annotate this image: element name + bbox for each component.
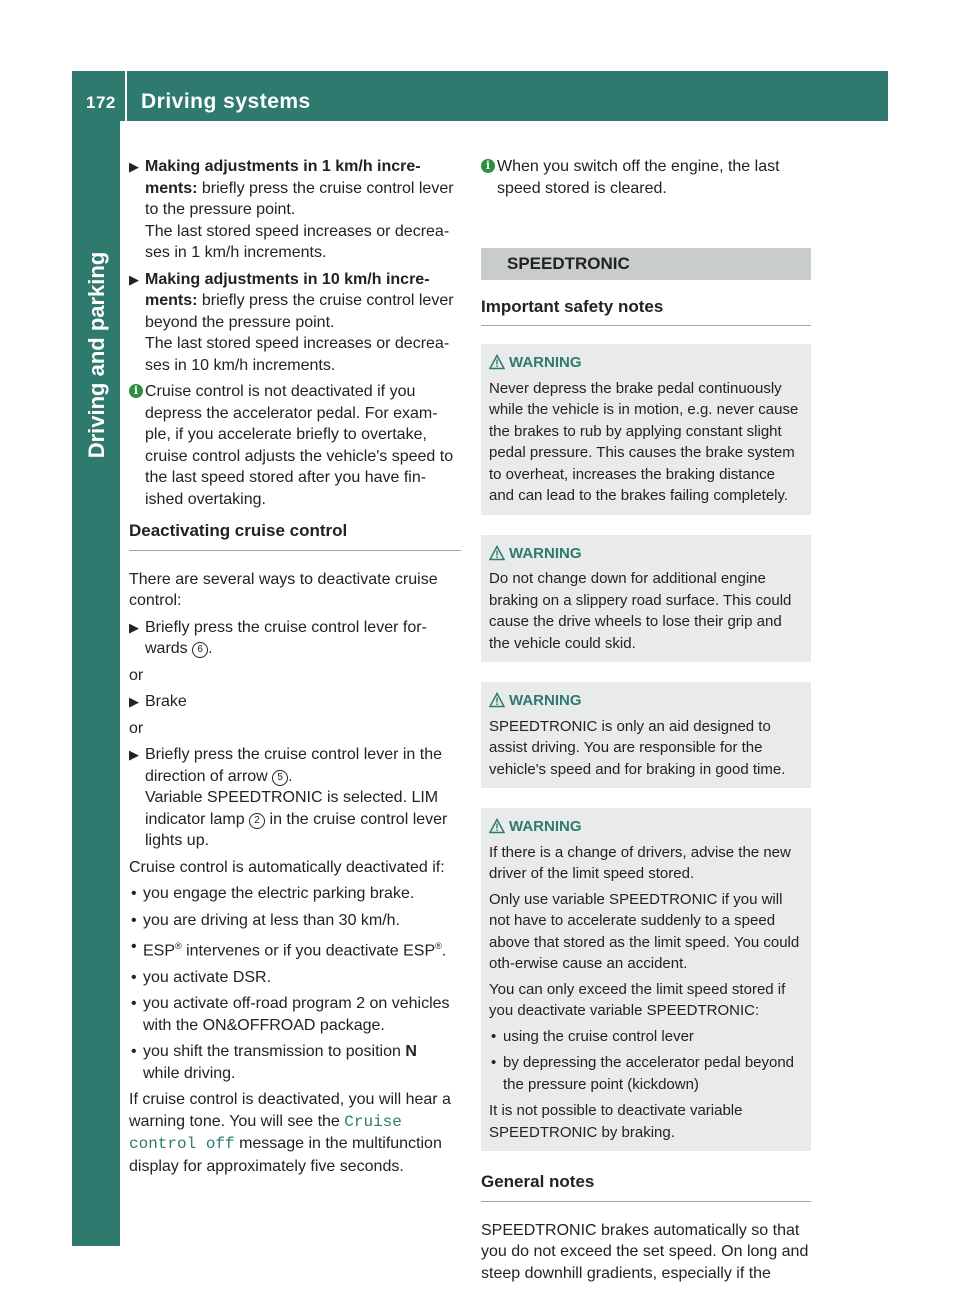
auto-intro: Cruise control is automatically deactivated if:: [129, 858, 445, 876]
list-item: • you activate DSR.: [131, 968, 272, 986]
warning-triangle-icon: [489, 692, 505, 708]
step-arrow-icon: ▶: [129, 271, 139, 287]
callout-number: 5: [272, 770, 288, 786]
deactivating-heading: Deactivating cruise control: [129, 520, 461, 551]
or-text: or: [129, 666, 144, 684]
list-item: • you are driving at less than 30 km/h.: [131, 911, 401, 929]
warning-box: WARNING Do not change down for additional engine braking on a slippery road surface. This could cause the drive wheels to lose their grip and the vehicle could skid.: [481, 535, 811, 663]
info-icon: i: [129, 384, 143, 398]
info-note: i When you switch off the engine, the last speed stored is cleared.: [481, 156, 811, 199]
callout-number: 6: [192, 642, 208, 658]
left-column: [129, 156, 461, 1182]
warning-triangle-icon: [489, 818, 505, 834]
list-item: • you activate off-road program 2 on vehicles with the ON&OFFROAD package.: [131, 995, 450, 1034]
warning-tone-text: If cruise control is deactivated, you will hear a warning tone. You will see the Cruise control off message in the multifunction display for approximately five seconds.: [129, 1091, 451, 1175]
section-title: Driving systems: [141, 90, 311, 113]
step-item: ▶ Briefly press the cruise control lever in the direction of arrow 5 . Variable SPEEDTRONIC is selected. LIM indicator lamp 2 in the cruise control lever lights up.: [129, 746, 448, 849]
list-item: • by depressing the accelerator pedal beyond the pressure point (kickdown): [491, 1054, 795, 1093]
side-tab-label: Driving and parking: [84, 251, 109, 459]
speedtronic-band: SPEEDTRONIC: [481, 248, 811, 280]
list-item: • you shift the transmission to position N while driving.: [131, 1043, 417, 1082]
warning-triangle-icon: [489, 354, 505, 370]
general-notes-text: SPEEDTRONIC brakes automatically so that you do not exceed the set speed. On long and steep downhill gradients, especially if the: [481, 1221, 809, 1282]
header-divider: [125, 71, 127, 121]
safety-notes-heading: Important safety notes: [481, 296, 811, 327]
general-notes-heading: General notes: [481, 1171, 811, 1202]
list-item: • using the cruise control lever: [491, 1027, 694, 1045]
callout-number: 2: [249, 813, 265, 829]
warning-box: WARNING If there is a change of drivers, advise the new driver of the limit speed stored. Only use variable SPEEDTRONIC if you will not have to accelerate suddenly to a speed above that stored as the limit speed. You could oth-erwise cause an accident. You can only exceed the limit speed stored if you deactivate variable SPEEDTRONIC: • using the cruise control lever • by depressing the accelerator pedal beyond the pressure point (kickdown) It is not possible to deactivate variable SPEEDTRONIC by braking.: [481, 808, 811, 1151]
info-note: i Cruise control is not deactivated if you depress the accelerator pedal. For exam-ple, if you accelerate briefly to overtake, cruise control adjusts the vehicle's speed to the last speed stored after you have fin-ished overtaking.: [129, 381, 461, 510]
list-item: • ESP® intervenes or if you deactivate ESP®.: [131, 938, 447, 960]
right-column: [481, 156, 811, 1289]
info-icon: i: [481, 159, 495, 173]
warning-box: WARNING SPEEDTRONIC is only an aid designed to assist driving. You are responsible for the vehicle's speed and for braking in good time.: [481, 682, 811, 788]
warning-triangle-icon: [489, 545, 505, 561]
step-arrow-icon: ▶: [129, 694, 139, 709]
warning-box: WARNING Never depress the brake pedal continuously while the vehicle is in motion, e.g. never cause the brakes to rub by applying constant slight pedal pressure. This causes the brake system to overheat, increases the braking distance and can lead to the brakes failing completely.: [481, 344, 811, 515]
step-arrow-icon: ▶: [129, 619, 139, 635]
page-number: 172: [86, 93, 116, 112]
step-item: ▶ Brake: [129, 691, 461, 713]
deact-intro: There are several ways to deactivate cruise control:: [129, 570, 438, 609]
step-arrow-icon: ▶: [129, 747, 139, 762]
step-arrow-icon: ▶: [129, 159, 139, 174]
step-item: ▶ Briefly press the cruise control lever for-wards 6 .: [129, 618, 427, 657]
step-item: ▶ Making adjustments in 1 km/h incre-ments: briefly press the cruise control lever to the pressure point. The last stored speed increases or decrea-ses in 1 km/h increments.: [129, 158, 454, 261]
or-text: or: [129, 719, 144, 737]
display-message: Cruise control off: [129, 1112, 402, 1154]
list-item: • you engage the electric parking brake.: [131, 885, 415, 902]
step-item: ▶ Making adjustments in 10 km/h incre-ments: briefly press the cruise control lever beyond the pressure point. The last stored speed increases or decrea-ses in 10 km/h increments.: [129, 270, 454, 374]
